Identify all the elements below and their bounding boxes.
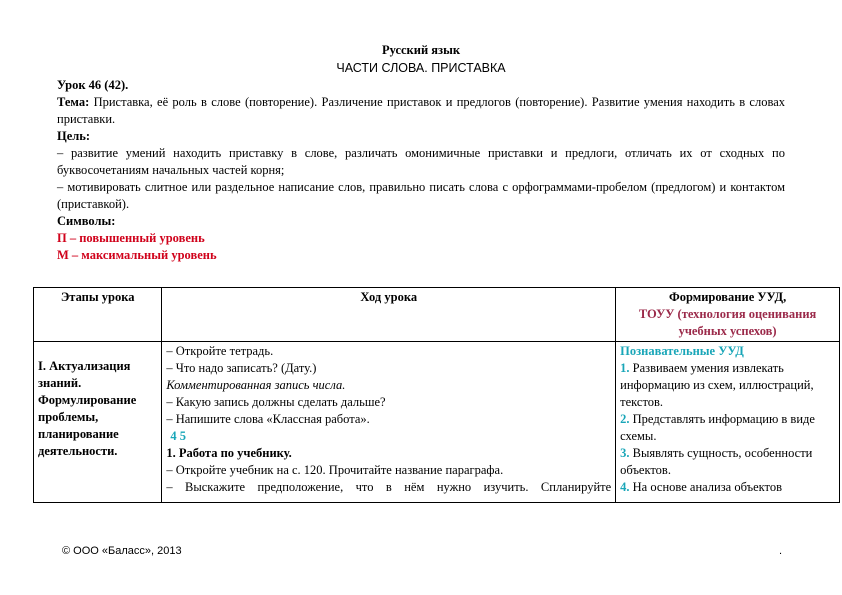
course-marker: 4 5: [170, 429, 186, 443]
topic-paragraph: [57, 94, 785, 128]
course-line: – Выскажите предположение, что в нём нужно изучить. Спланируйте: [166, 480, 612, 494]
lesson-title: ЧАСТИ СЛОВА. ПРИСТАВКА: [336, 61, 506, 75]
header-uud: [616, 288, 840, 342]
course-line: – Напишите слова «Классная работа».: [166, 412, 370, 426]
topic-label: Тема:: [57, 95, 90, 109]
symbol-p: П – повышенный уровень: [57, 231, 205, 245]
header-uud-label: Формирование УУД,: [668, 290, 787, 304]
header-course: Ход урока: [162, 288, 616, 342]
uud-title: Познавательные УУД: [620, 344, 744, 358]
goal-item-1: – развитие умений находить приставку в слове, различать омонимичные приставки и предлоги, отличать их от сходных по буквосочетаниям начальных частей корня;: [57, 146, 785, 177]
uud-item: 3. Выявлять сущность, особенности объектов.: [620, 446, 813, 477]
footer-copyright: © ООО «Баласс», 2013: [62, 545, 182, 557]
course-cell: [162, 342, 616, 503]
uud-item: 2. Представлять информацию в виде схемы.: [620, 412, 815, 443]
symbols-label: Символы:: [57, 214, 116, 228]
uud-item: 1. Развиваем умения извлекать информацию из схем, иллюстраций, текстов.: [620, 361, 814, 409]
goal-label: Цель:: [57, 129, 91, 143]
uud-item: 4. На основе анализа объектов: [620, 480, 783, 494]
lesson-number: Урок 46 (42).: [57, 78, 129, 92]
goal-item-2: – мотивировать слитное или раздельное написание слов, правильно писать слова с орфограммами-пробелом (предлогом) и контактом (приставкой).: [57, 180, 785, 211]
lesson-table: [33, 287, 840, 503]
uud-cell: [616, 342, 840, 503]
course-line: – Откройте тетрадь.: [166, 344, 274, 358]
header-stages: Этапы урока: [34, 288, 162, 342]
table-header-row: [34, 288, 840, 342]
course-line: – Что надо записать? (Дату.): [166, 361, 317, 375]
stage-cell: I. Актуализация знаний. Формулирование проблемы, планирование деятельности.: [34, 342, 162, 503]
course-line: – Откройте учебник на с. 120. Прочитайте название параграфа.: [166, 463, 504, 477]
table-row: [34, 342, 840, 503]
course-line: – Какую запись должны сделать дальше?: [166, 395, 386, 409]
header-toyu-label: ТОУУ (технология оценивания учебных успехов): [638, 307, 817, 338]
symbol-m: М – максимальный уровень: [57, 248, 217, 262]
course-line: 1. Работа по учебнику.: [166, 446, 292, 460]
lesson-info: [57, 77, 785, 264]
footer-mark: .: [779, 545, 783, 557]
subject-heading: Русский язык: [381, 43, 461, 57]
topic-text: Приставка, её роль в слове (повторение). Различение приставок и предлогов (повторение). Развитие умения находить в словах приставки.: [57, 95, 785, 126]
course-line: Комментированная запись числа.: [166, 378, 346, 392]
